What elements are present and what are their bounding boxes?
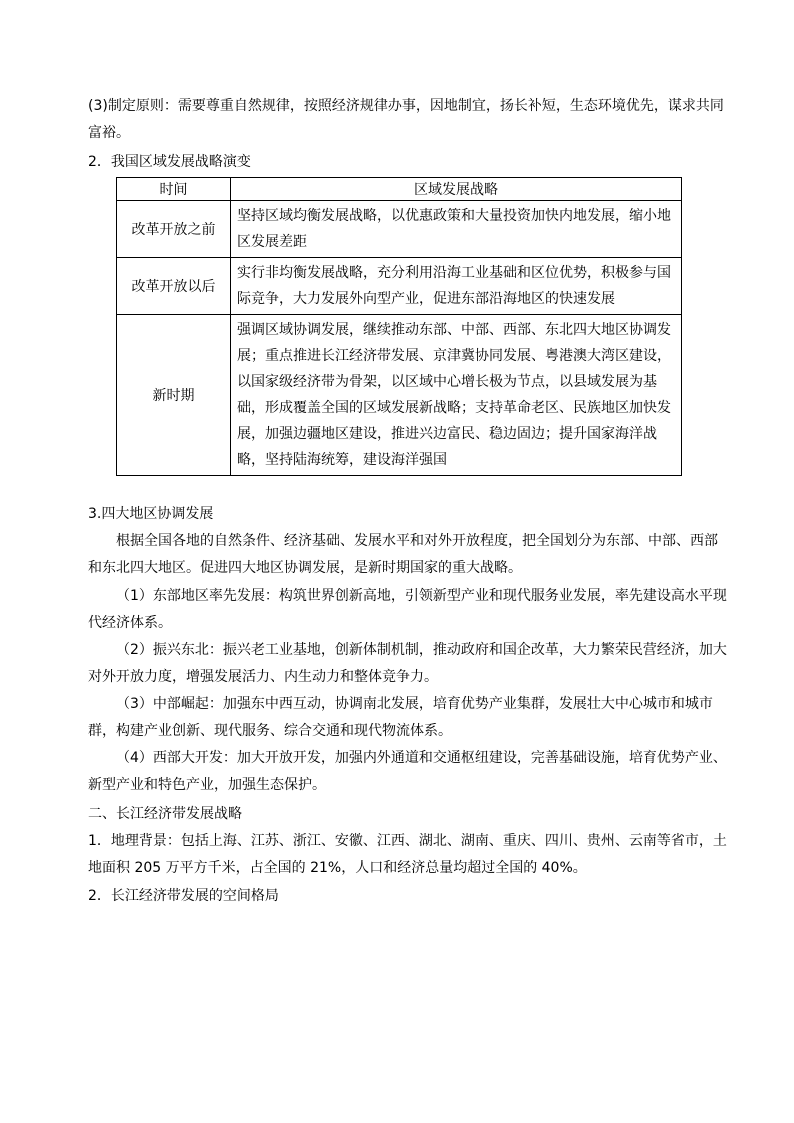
table-header-row	[117, 178, 682, 201]
table-row	[117, 201, 682, 258]
central-paragraph: （3）中部崛起：加强东中西互动，协调南北发展，培育优势产业集群，发展壮大中心城市和城市群，构建产业创新、现代服务、综合交通和现代物流体系。	[88, 696, 713, 739]
row-time: 改革开放之前	[117, 201, 231, 258]
row-strategy: 坚持区域均衡发展战略，以优惠政策和大量投资加快内地发展，缩小地区发展差距	[231, 201, 682, 258]
section2-heading: 二、长江经济带发展战略	[88, 806, 242, 822]
row-time: 改革开放以后	[117, 258, 231, 315]
row-time: 新时期	[117, 315, 231, 476]
regional-strategy-table	[116, 177, 682, 476]
evolution-heading: 2．我国区域发展战略演变	[88, 154, 251, 170]
east-paragraph: （1）东部地区率先发展：构筑世界创新高地，引领新型产业和现代服务业发展，率先建设高水平现代经济体系。	[88, 588, 727, 631]
west-paragraph: （4）西部大开发：加大开放开发，加强内外通道和交通枢纽建设，完善基础设施，培育优势产业、新型产业和特色产业，加强生态保护。	[88, 750, 727, 793]
principle-paragraph: (3)制定原则：需要尊重自然规律，按照经济规律办事，因地制宜，扬长补短，生态环境优先，谋求共同富裕。	[88, 98, 724, 141]
geo-background-paragraph: 1．地理背景：包括上海、江苏、浙江、安徽、江西、湖北、湖南、重庆、四川、贵州、云南等省市，土地面积 205 万平方千米，占全国的 21%，人口和经济总量均超过全国的 40%。	[88, 833, 727, 876]
four-regions-heading: 3.四大地区协调发展	[88, 506, 214, 522]
row-strategy: 实行非均衡发展战略，充分利用沿海工业基础和区位优势，积极参与国际竞争，大力发展外向型产业，促进东部沿海地区的快速发展	[231, 258, 682, 315]
spatial-heading: 2．长江经济带发展的空间格局	[88, 888, 279, 904]
northeast-paragraph: （2）振兴东北：振兴老工业基地，创新体制机制，推动政府和国企改革，大力繁荣民营经济，加大对外开放力度，增强发展活力、内生动力和整体竞争力。	[88, 642, 727, 685]
table-row	[117, 258, 682, 315]
row-strategy: 强调区域协调发展，继续推动东部、中部、西部、东北四大地区协调发展；重点推进长江经济带发展、京津冀协同发展、粤港澳大湾区建设，以国家级经济带为骨架，以区域中心增长极为节点，以县域发展为基础，形成覆盖全国的区域发展新战略；支持革命老区、民族地区加快发展，加强边疆地区建设，推进兴边富民、稳边固边；提升国家海洋战略，坚持陆海统筹，建设海洋强国	[231, 315, 682, 476]
header-time: 时间	[117, 178, 231, 201]
header-strategy: 区域发展战略	[231, 178, 682, 201]
four-regions-intro: 根据全国各地的自然条件、经济基础、发展水平和对外开放程度，把全国划分为东部、中部、西部和东北四大地区。促进四大地区协调发展，是新时期国家的重大战略。	[88, 533, 718, 576]
table-row	[117, 315, 682, 476]
